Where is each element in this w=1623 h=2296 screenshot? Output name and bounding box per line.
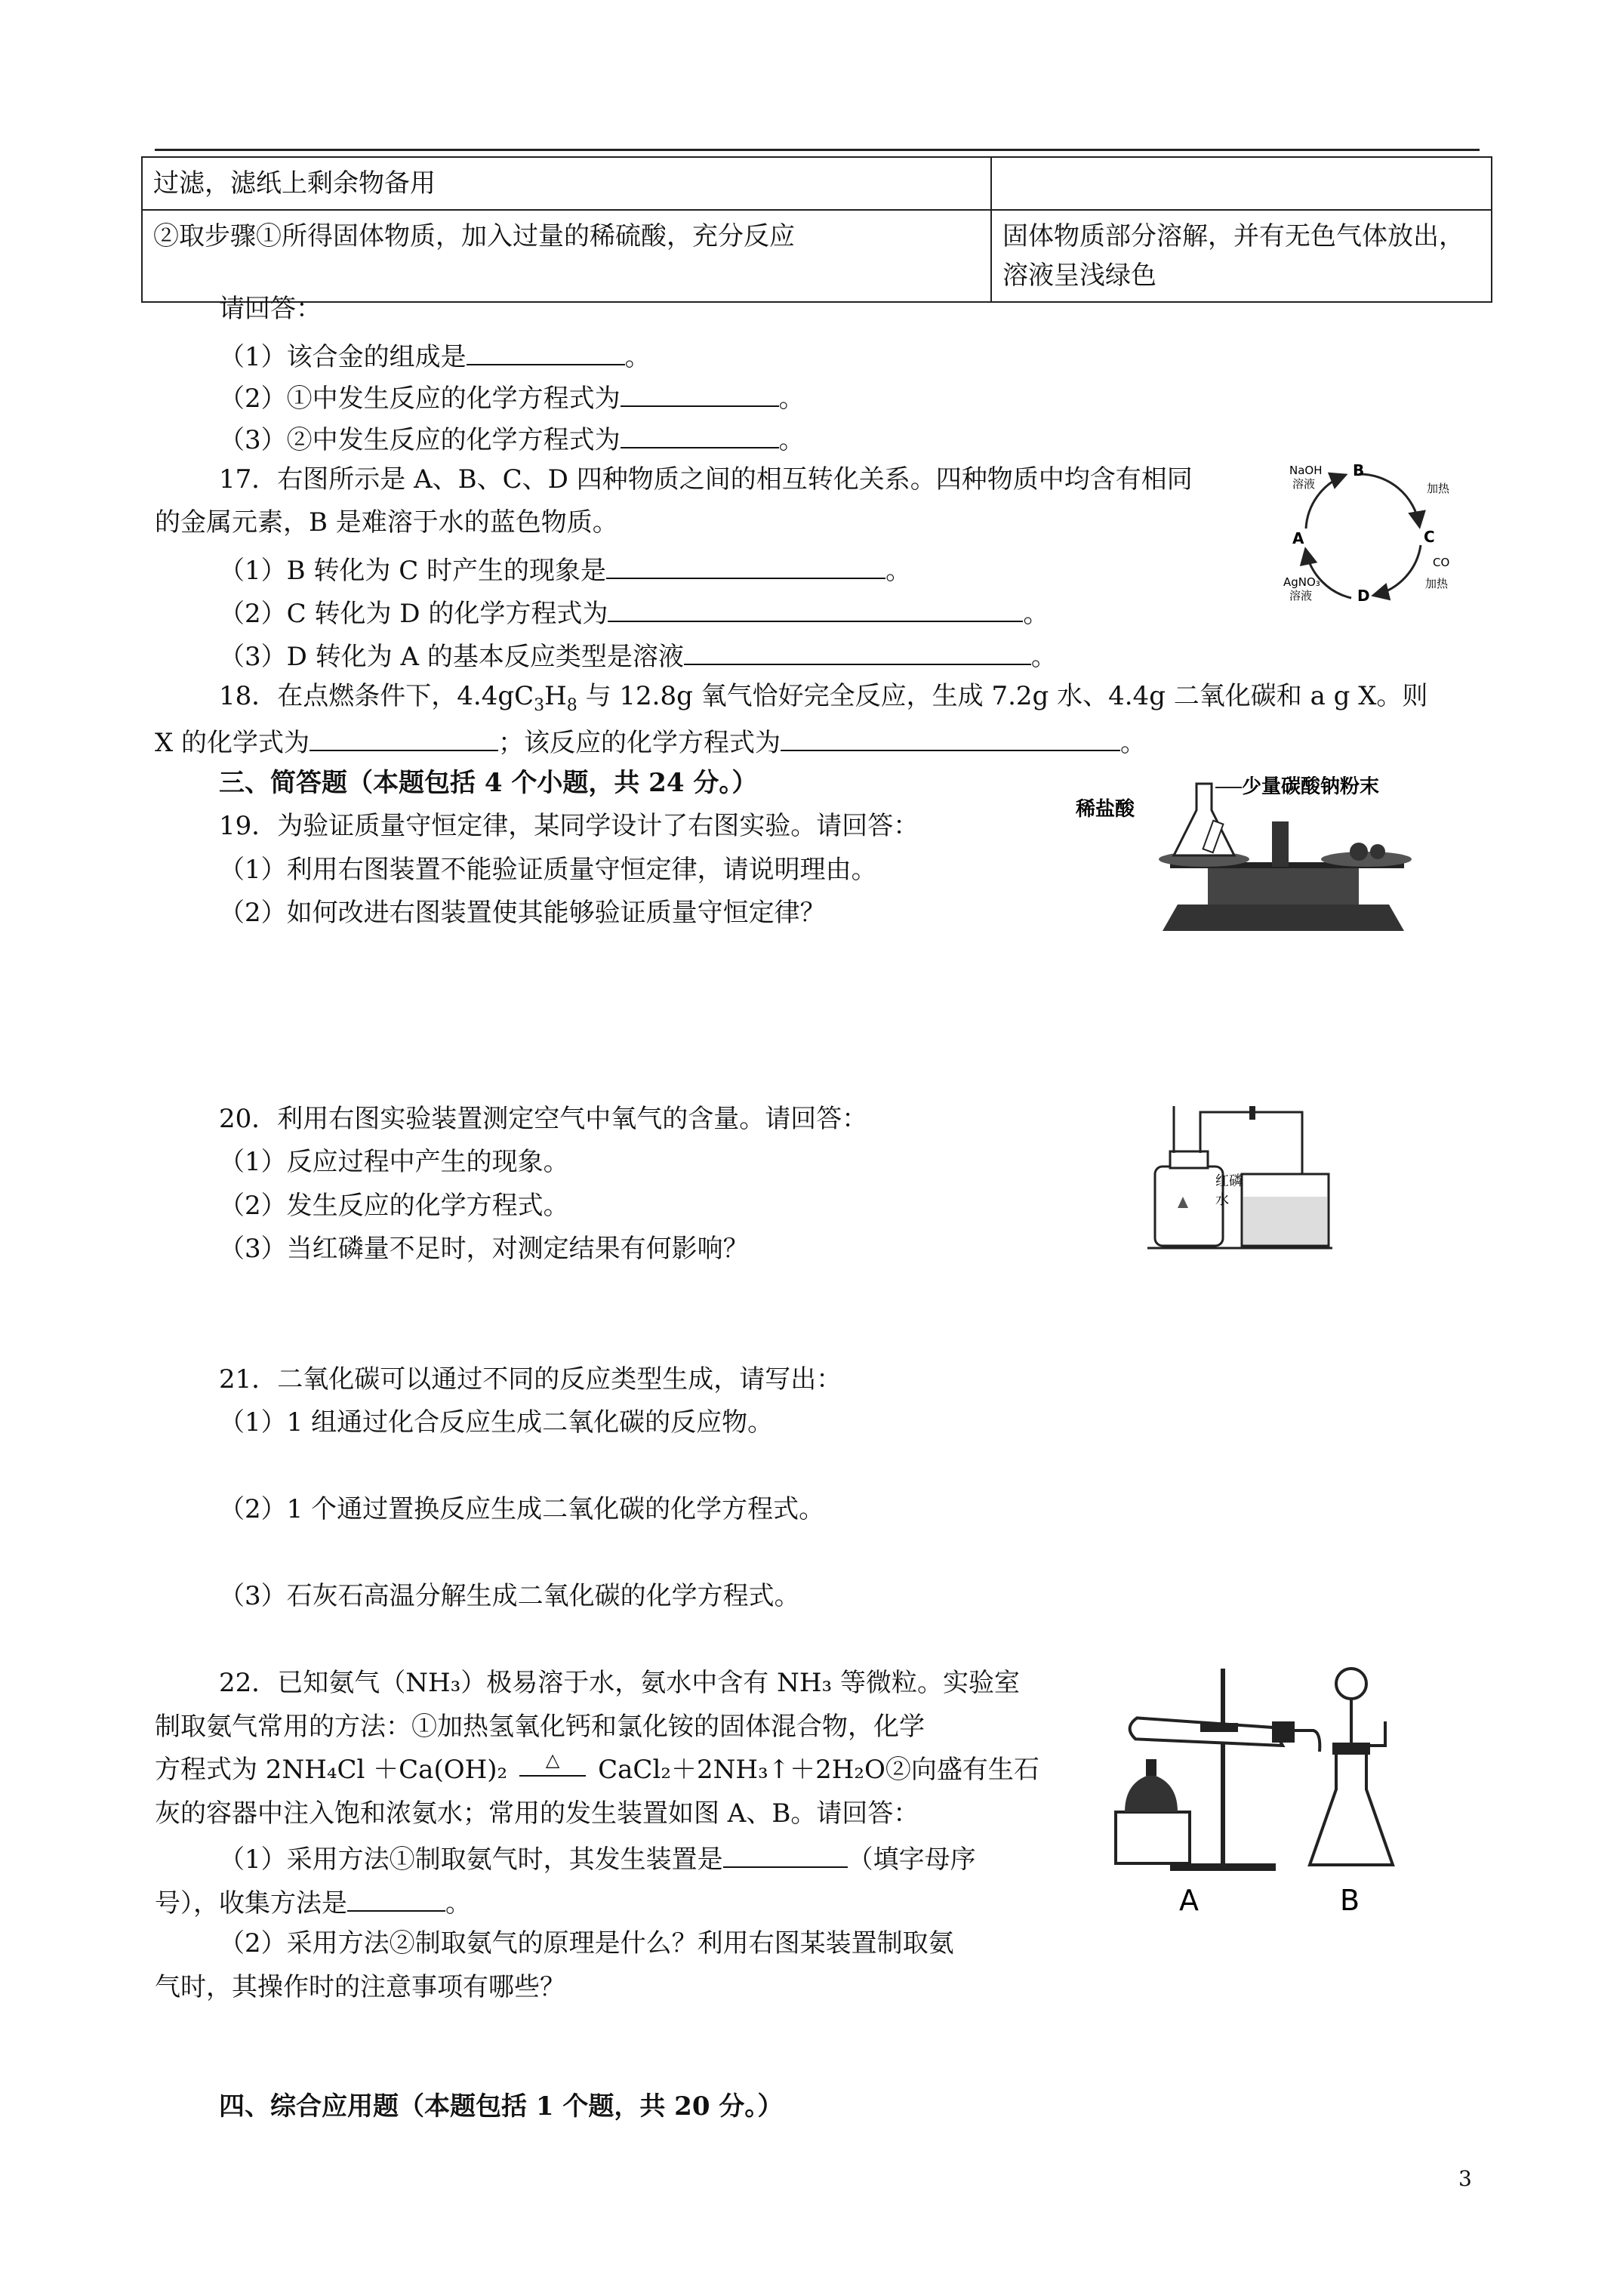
heat-condition (507, 1749, 598, 1783)
table-cell (991, 210, 1492, 302)
q22-line6 (155, 1888, 471, 1916)
q22-sub2: （2）采用方法②制取氨气的原理是什么？利用右图某装置制取氨 (219, 1928, 954, 1959)
q20-sub2: （2）发生反应的化学方程式。 (219, 1191, 569, 1221)
text: （3）D 转化为 A 的基本反应类型是溶液 (219, 642, 684, 672)
answer-blank[interactable] (621, 424, 779, 448)
answer-blank[interactable] (347, 1888, 445, 1912)
text: 。 (1120, 728, 1147, 758)
text: （3）②中发生反应的化学方程式为 (219, 425, 621, 455)
delta-symbol: △ (545, 1749, 560, 1771)
label-naoh-solution: 溶液 (1292, 477, 1316, 491)
table-cell (991, 157, 1492, 210)
q22-sub1 (219, 1844, 976, 1875)
q19-sub2: （2）如何改进右图装置使其能够验证质量守恒定律？ (219, 898, 826, 928)
text: 。 (885, 556, 912, 586)
text: 。 (778, 384, 805, 414)
node-c: C (1424, 528, 1435, 546)
q16-prompt: 请回答： (219, 294, 322, 324)
text: （2）①中发生反应的化学方程式为 (219, 384, 621, 414)
balance-apparatus-figure (1072, 776, 1495, 942)
label-heat-1: 加热 (1427, 482, 1450, 495)
text: （2）C 转化为 D 的化学方程式为 (219, 599, 608, 629)
answer-blank[interactable] (310, 727, 498, 751)
text: 与 12.8g 氧气恰好完全反应，生成 7.2g 水、4.4g 二氧化碳和 a g X。则 (577, 681, 1428, 711)
label-naoh: NaOH (1289, 464, 1323, 477)
subscript: 8 (566, 695, 577, 715)
table-cell: ②取步骤①所得固体物质，加入过量的稀硫酸，充分反应 (142, 210, 991, 302)
answer-blank[interactable] (608, 598, 1023, 622)
header-rule (155, 149, 1480, 151)
node-b: B (1353, 461, 1365, 479)
text: CaCl₂＋2NH₃↑＋2H₂O②向盛有生石 (598, 1755, 1039, 1785)
q22-line2: 制取氨气常用的方法：①加热氢氧化钙和氯化铵的固体混合物，化学 (155, 1712, 925, 1742)
q22-line1: 22．已知氨气（NH₃）极易溶于水，氨水中含有 NH₃ 等微粒。实验室 (219, 1668, 1020, 1698)
q20-sub1: （1）反应过程中产生的现象。 (219, 1147, 569, 1177)
oxygen-measurement-apparatus (1144, 1099, 1340, 1253)
answer-blank[interactable] (723, 1844, 848, 1868)
q22-line3 (155, 1749, 1039, 1785)
label-red-phosphorus: 红磷 (1215, 1173, 1243, 1189)
cell-line: 固体物质部分溶解，并有无色气体放出， (1002, 221, 1464, 251)
answer-blank[interactable] (606, 555, 885, 579)
text: 。 (778, 425, 805, 455)
answer-blank[interactable] (781, 727, 1120, 751)
section-4-heading: 四、综合应用题（本题包括 1 个题，共 20 分。） (219, 2091, 784, 2122)
q19-sub1: （1）利用右图装置不能验证质量守恒定律，请说明理由。 (219, 855, 877, 885)
label-dilute-hcl: 稀盐酸 (1076, 798, 1135, 821)
q21-sub1: （1）1 组通过化合反应生成二氧化碳的反应物。 (219, 1407, 774, 1438)
text: 。 (445, 1888, 471, 1918)
cell-line: 溶液呈浅绿色 (1002, 260, 1156, 291)
text: X 的化学式为 (155, 728, 310, 758)
label-co: CO (1433, 556, 1450, 569)
table-row (142, 157, 1492, 210)
equation-bar (519, 1775, 586, 1777)
node-a: A (1292, 529, 1304, 547)
table-row (142, 210, 1492, 302)
answer-blank[interactable] (467, 341, 625, 365)
text: 号），收集方法是 (155, 1888, 347, 1918)
text: 。 (1030, 642, 1057, 672)
subscript: 3 (534, 695, 545, 715)
q20-sub3: （3）当红磷量不足时，对测定结果有何影响？ (219, 1234, 749, 1264)
label-water: 水 (1215, 1192, 1229, 1208)
q21-sub3: （3）石灰石高温分解生成二氧化碳的化学方程式。 (219, 1581, 800, 1611)
q17-sub3 (219, 641, 1057, 670)
text: （1）该合金的组成是 (219, 342, 467, 372)
q21-line1: 21．二氧化碳可以通过不同的反应类型生成，请写出： (219, 1364, 842, 1395)
q18-line1 (219, 683, 1427, 714)
q17-line2: 的金属元素，B 是难溶于水的蓝色物质。 (155, 507, 618, 538)
text: ；该反应的化学方程式为 (498, 728, 781, 758)
page-number: 3 (1458, 2166, 1472, 2191)
q22-line4: 灰的容器中注入饱和浓氨水；常用的发生装置如图 A、B。请回答： (155, 1798, 919, 1829)
text: （1）采用方法①制取氨气时，其发生装置是 (219, 1845, 723, 1875)
section-3-heading: 三、简答题（本题包括 4 个小题，共 24 分。） (219, 768, 758, 798)
text: （填字母序 (847, 1845, 976, 1875)
label-heat-2: 加热 (1425, 577, 1449, 590)
answer-blank[interactable] (684, 641, 1031, 665)
q16-sub1 (219, 341, 651, 370)
answer-blank[interactable] (621, 383, 779, 407)
label-agno3-solution: 溶液 (1289, 589, 1313, 603)
node-d: D (1357, 587, 1370, 605)
label-sodium-carbonate: 少量碳酸钠粉末 (1242, 776, 1380, 798)
label-a: A (1179, 1884, 1199, 1917)
q17-sub2 (219, 598, 1049, 627)
ammonia-generator-figure (1095, 1661, 1487, 1918)
text: （1）B 转化为 C 时产生的现象是 (219, 556, 607, 586)
text: H (544, 681, 567, 711)
text: 18．在点燃条件下，4.4gC (219, 681, 534, 711)
q18-line2 (155, 727, 1146, 756)
table-cell: 过滤，滤纸上剩余物备用 (142, 157, 991, 210)
label-b: B (1340, 1884, 1360, 1917)
text: 方程式为 2NH₄Cl ＋Ca(OH)₂ (155, 1755, 508, 1785)
text: 。 (1023, 599, 1049, 629)
text: 。 (624, 342, 651, 372)
q21-sub2: （2）1 个通过置换反应生成二氧化碳的化学方程式。 (219, 1494, 825, 1524)
q17-line1: 17．右图所示是 A、B、C、D 四种物质之间的相互转化关系。四种物质中均含有相同 (219, 464, 1193, 495)
experiment-table (141, 156, 1492, 303)
q20-line1: 20．利用右图实验装置测定空气中氧气的含量。请回答： (219, 1104, 868, 1134)
q17-sub1 (219, 555, 911, 584)
label-agno3: AgNO₃ (1283, 575, 1320, 589)
conversion-cycle-diagram (1276, 453, 1487, 619)
q22-line8: 气时，其操作时的注意事项有哪些？ (155, 1972, 565, 2002)
q16-sub2 (219, 383, 805, 414)
q16-sub3 (219, 424, 805, 453)
q19-line1: 19．为验证质量守恒定律，某同学设计了右图实验。请回答： (219, 811, 919, 841)
